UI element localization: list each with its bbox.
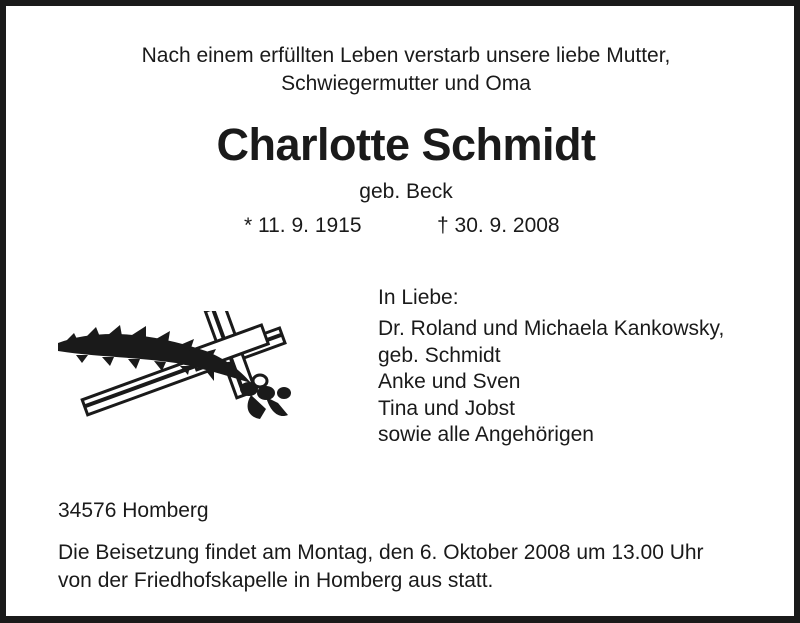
funeral-line-2: von der Friedhofskapelle in Homberg aus statt. bbox=[58, 569, 494, 592]
mourner-line: sowie alle Angehörigen bbox=[378, 423, 594, 446]
death-date: † 30. 9. 2008 bbox=[437, 214, 560, 237]
cross-with-palm-branch-icon bbox=[56, 311, 296, 426]
mourner-line: Tina und Jobst bbox=[378, 396, 515, 420]
mourner-line: geb. Schmidt bbox=[378, 343, 501, 367]
intro-line-1: Nach einem erfüllten Leben verstarb unsere liebe Mutter, bbox=[141, 44, 671, 67]
mourner-line: Dr. Roland und Michaela Kankowsky, bbox=[378, 317, 725, 340]
intro-line-2: Schwiegermutter und Oma bbox=[281, 72, 531, 95]
birth-date: * 11. 9. 1915 bbox=[244, 214, 362, 237]
mourners-list bbox=[378, 316, 724, 449]
mourners-heading: In Liebe: bbox=[378, 286, 459, 309]
deceased-name: Charlotte Schmidt bbox=[216, 119, 596, 170]
place-text: 34576 Homberg bbox=[58, 499, 209, 522]
funeral-line-1: Die Beisetzung findet am Montag, den 6. Oktober 2008 um 13.00 Uhr bbox=[58, 541, 704, 564]
funeral-info bbox=[58, 539, 704, 595]
mourner-line: Anke und Sven bbox=[378, 370, 521, 393]
intro-text bbox=[6, 42, 800, 98]
maiden-name: geb. Beck bbox=[359, 180, 453, 203]
